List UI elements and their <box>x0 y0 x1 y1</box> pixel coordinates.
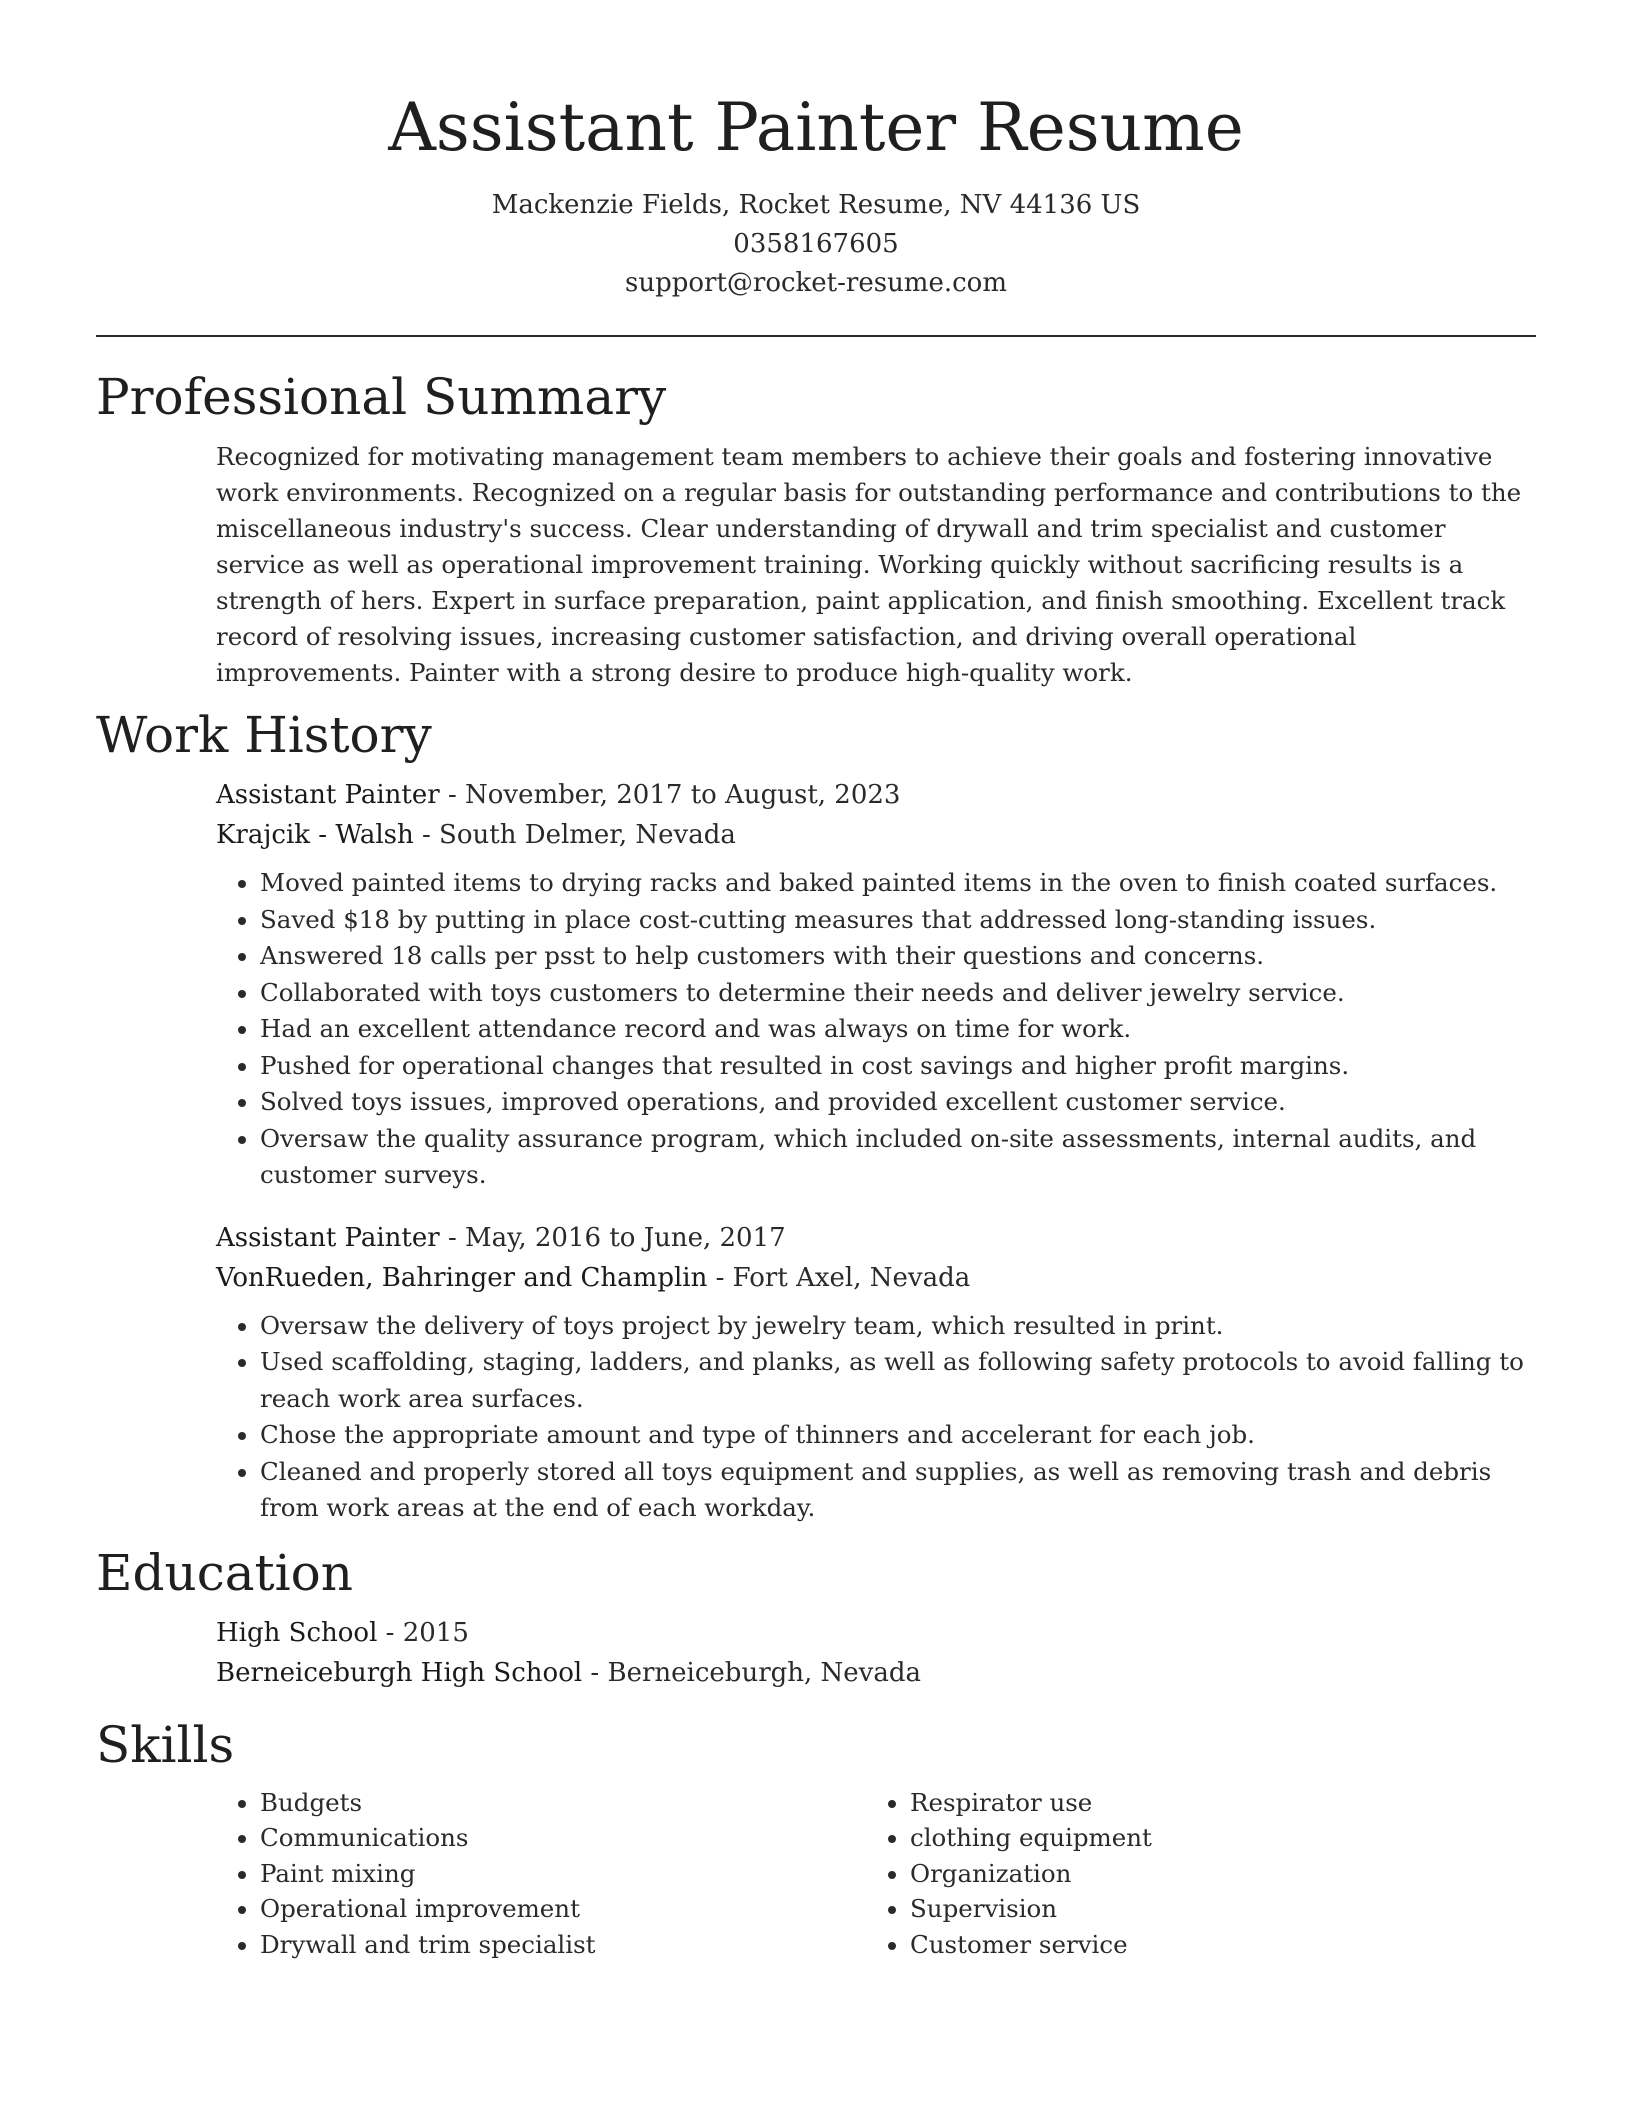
skill-item: • Drywall and trim specialist <box>260 1927 866 1963</box>
job-bullet: • Cleaned and properly stored all toys equipment and supplies, as well as removing trash and debris from work areas at the end of each workday. <box>260 1454 1536 1527</box>
header-divider <box>96 335 1536 337</box>
skill-item: • Operational improvement <box>260 1891 866 1927</box>
job-bullet: • Saved $18 by putting in place cost-cutting measures that addressed long-standing issues. <box>260 902 1536 939</box>
job-bullet: • Chose the appropriate amount and type of thinners and accelerant for each job. <box>260 1417 1536 1454</box>
contact-phone: 0358167605 <box>733 229 899 259</box>
job-title-line <box>216 1218 1536 1258</box>
skill-item: • Organization <box>910 1856 1516 1892</box>
summary-text: Recognized for motivating management team members to achieve their goals and fostering innovative work environments. Recognized on a regular basis for outstanding performance and contributions to the miscellaneous industry's success. Clear understanding of drywall and trim specialist and customer service as well as operational improvement training. Working quickly without sacrificing results is a strength of hers. Expert in surface preparation, paint application, and finish smoothing. Excellent track record of resolving issues, increasing customer satisfaction, and driving overall operational improvements. Painter with a strong desire to produce high-quality work. <box>216 442 1522 687</box>
job-bullet: • Moved painted items to drying racks and baked painted items in the oven to finish coated surfaces. <box>260 865 1536 902</box>
resume-header <box>96 0 1536 303</box>
job-bullet: • Pushed for operational changes that resulted in cost savings and higher profit margins. <box>260 1048 1536 1085</box>
job-title: Assistant Painter <box>216 1222 440 1253</box>
education-heading: Education <box>96 1543 353 1602</box>
skill-item: • Respirator use <box>910 1785 1516 1821</box>
contact-email: support@rocket-resume.com <box>624 268 1007 298</box>
education-year: - 2015 <box>377 1617 469 1648</box>
summary-heading: Professional Summary <box>96 368 667 426</box>
job-company: Krajcik - Walsh <box>216 820 414 850</box>
job-dates: - May, 2016 to June, 2017 <box>439 1222 786 1253</box>
job-bullet-list <box>216 865 1536 1194</box>
job-bullet: • Oversaw the delivery of toys project by jewelry team, which resulted in print. <box>260 1308 1536 1345</box>
job-title-line <box>216 775 1536 815</box>
job-company-line <box>216 815 1536 855</box>
job-bullet: • Solved toys issues, improved operations, and provided excellent customer service. <box>260 1084 1536 1121</box>
work-history-section <box>96 703 1536 1527</box>
education-degree-line <box>216 1613 1536 1653</box>
skills-section <box>96 1713 1536 1963</box>
job-dates: - November, 2017 to August, 2023 <box>439 780 901 810</box>
job-entry <box>96 775 1536 1194</box>
contact-address: Mackenzie Fields, Rocket Resume, NV 44136 US <box>491 190 1141 220</box>
job-bullet: • Used scaffolding, staging, ladders, and planks, as well as following safety protocols to avoid falling to reach work area surfaces. <box>260 1344 1536 1417</box>
education-section <box>96 1541 1536 1693</box>
skills-grid <box>216 1785 1536 1963</box>
skill-item: • Supervision <box>910 1891 1516 1927</box>
job-title: Assistant Painter <box>216 780 440 810</box>
job-bullet: • Oversaw the quality assurance program, which included on-site assessments, internal audits, and customer surveys. <box>260 1121 1536 1194</box>
job-company: VonRueden, Bahringer and Champlin <box>216 1262 708 1293</box>
resume-title: Assistant Painter Resume <box>388 89 1244 166</box>
education-location: - Berneiceburgh, Nevada <box>582 1657 922 1688</box>
work-history-heading: Work History <box>96 706 432 764</box>
education-school-line <box>216 1653 1536 1693</box>
education-school: Berneiceburgh High School <box>216 1657 583 1688</box>
skill-item: • Customer service <box>910 1927 1516 1963</box>
skills-column-right <box>866 1785 1516 1963</box>
job-bullet: • Answered 18 calls per psst to help customers with their questions and concerns. <box>260 938 1536 975</box>
skill-item: • Communications <box>260 1820 866 1856</box>
skills-column-left <box>216 1785 866 1963</box>
job-company-line <box>216 1258 1536 1298</box>
job-bullet: • Had an excellent attendance record and was always on time for work. <box>260 1011 1536 1048</box>
education-degree: High School <box>216 1617 378 1648</box>
skills-heading: Skills <box>96 1715 235 1774</box>
job-location: - South Delmer, Nevada <box>413 820 736 850</box>
job-bullet-list <box>216 1308 1536 1527</box>
job-bullet: • Collaborated with toys customers to determine their needs and deliver jewelry service. <box>260 975 1536 1012</box>
job-entry <box>96 1218 1536 1527</box>
skill-item: • Budgets <box>260 1785 866 1821</box>
contact-block <box>96 186 1536 303</box>
skill-item: • Paint mixing <box>260 1856 866 1892</box>
summary-section <box>96 365 1536 691</box>
skill-item: • clothing equipment <box>910 1820 1516 1856</box>
job-location: - Fort Axel, Nevada <box>707 1262 971 1293</box>
